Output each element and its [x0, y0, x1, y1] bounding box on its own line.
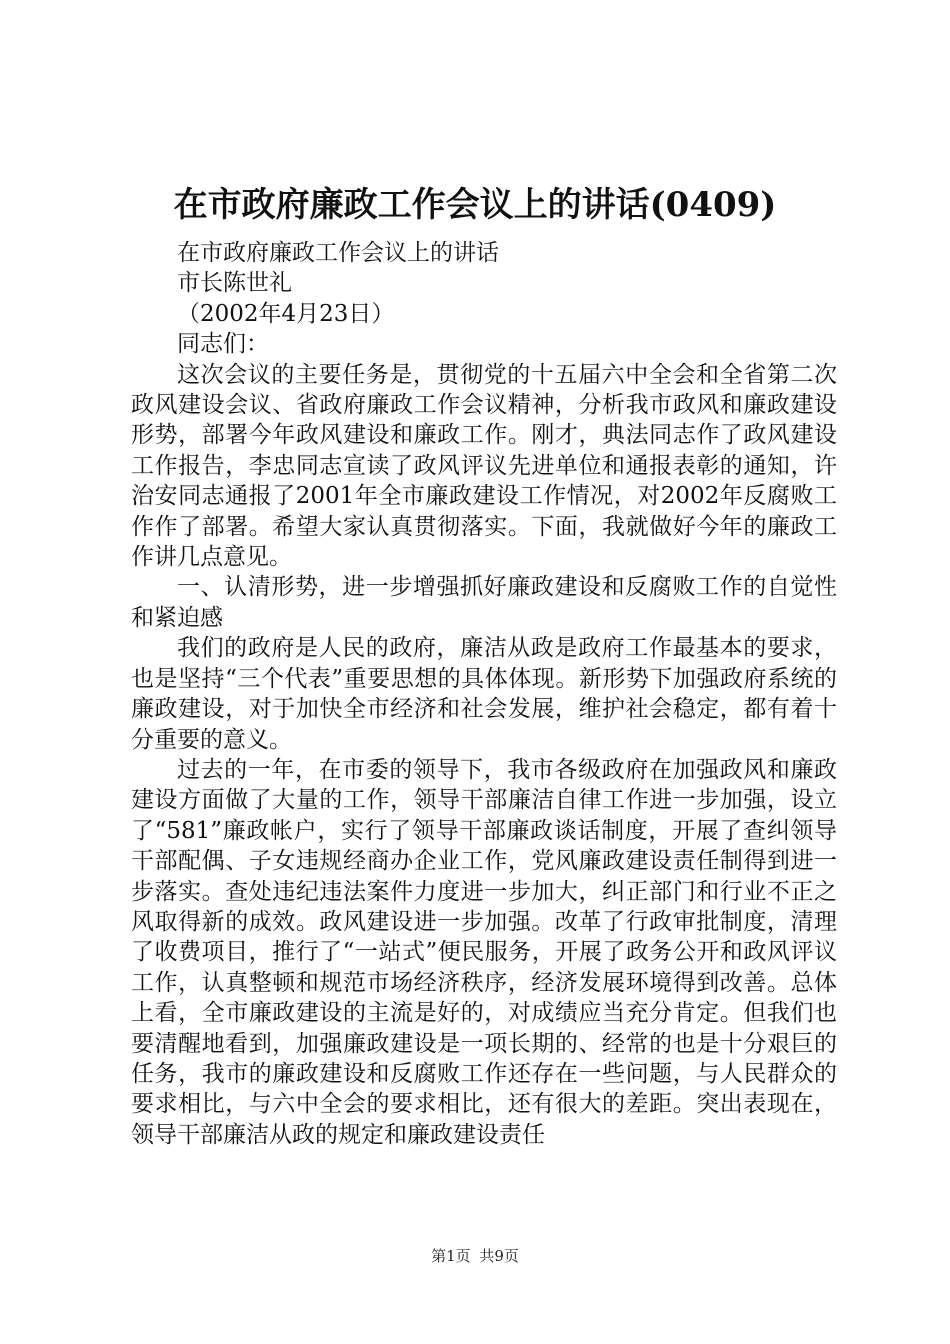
paragraph-government: 我们的政府是人民的政府，廉洁从政是政府工作最基本的要求，也是坚持“三个代表”重要思想的具体体现。新形势下加强政府系统的廉政建设，对于加快全市经济和社会发展，维护社会稳定，都有着十分重要的意义。 [131, 635, 837, 753]
document-title: 在市政府廉政工作会议上的讲话(0409) [173, 185, 777, 225]
page-number: 第1页 [431, 1247, 471, 1265]
paragraph-past-year: 过去的一年，在市委的领导下，我市各级政府在加强政风和廉政建设方面做了大量的工作，领导干部廉洁自律工作进一步加强，设立了“581”廉政帐户，实行了领导干部廉政谈话制度，开展了查纠领导干部配偶、子女违规经商办企业工作，党风廉政建设责任制得到进一步落实。查处违纪违法案件力度进一步加大，纠正部门和行业不正之风取得新的成效。政风建设进一步加强。改革了行政审批制度，清理了收费项目，推行了“一站式”便民服务，开展了政务公开和政风评议工作，认真整顿和规范市场经济秩序，经济发展环境得到改善。总体上看，全市廉政建设的主流是好的，对成绩应当充分肯定。但我们也要清醒地看到，加强廉政建设是一项长期的、经常的也是十分艰巨的任务，我市的廉政建设和反腐败工作还存在一些问题，与人民群众的要求相比，与六中全会的要求相比，还有很大的差距。突出表现在，领导干部廉洁从政的规定和廉政建设责任 [131, 756, 837, 1148]
date-line: （2002年4月23日） [177, 300, 395, 327]
salutation: 同志们： [177, 331, 269, 358]
speech-heading: 在市政府廉政工作会议上的讲话 [177, 240, 499, 266]
speaker-line: 市长陈世礼 [177, 270, 292, 297]
section-heading-1: 一、认清形势，进一步增强抓好廉政建设和反腐败工作的自觉性和紧迫感 [131, 574, 837, 631]
document-body [131, 238, 837, 1150]
page-total: 共9页 [479, 1247, 519, 1265]
page-footer [0, 1246, 950, 1266]
paragraph-intro: 这次会议的主要任务是，贯彻党的十五届六中全会和全省第二次政风建设会议、省政府廉政工作会议精神，分析我市政风和廉政建设形势，部署今年政风建设和廉政工作。刚才，典法同志作了政风建设工作报告，李忠同志宣读了政风评议先进单位和通报表彰的通知，许治安同志通报了2001年全市廉政建设工作情况，对2002年反腐败工作作了部署。希望大家认真贯彻落实。下面，我就做好今年的廉政工作讲几点意见。 [131, 361, 837, 571]
